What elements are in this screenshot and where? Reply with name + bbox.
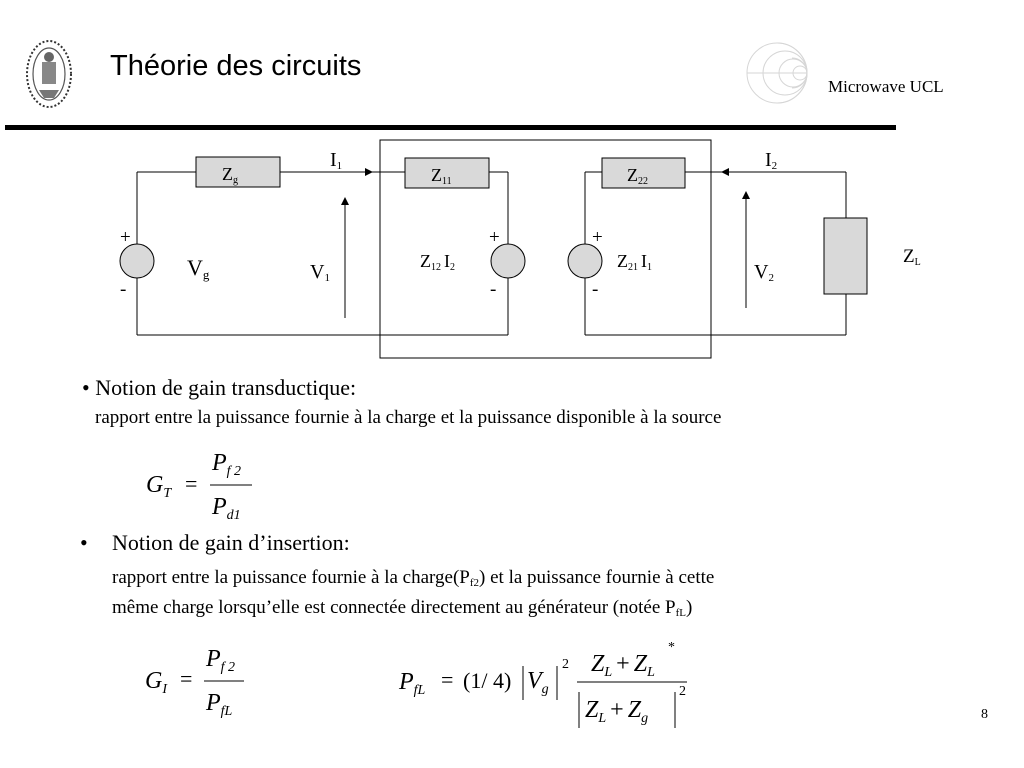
page-number: 8 xyxy=(981,707,988,722)
vg-minus: - xyxy=(120,279,127,300)
svg-text:Pf 2: $P_{f 2}$ xyxy=(212,450,242,479)
insertion-gain-description-line2: même charge lorsqu’elle est connectée directement au générateur (notée $P_{fL}$) xyxy=(112,597,693,619)
zl-label: ZL xyxy=(903,246,921,268)
src3-minus: - xyxy=(592,279,599,300)
svg-text:(1/ 4): (1/ 4) xyxy=(463,668,512,693)
source-vg xyxy=(120,244,154,278)
svg-text:GT: $G_T$ xyxy=(146,472,172,501)
svg-text:Pd1: $P_{d1}$ xyxy=(212,494,241,523)
z12-i2-label: Z12 I2 xyxy=(420,251,455,273)
svg-text:GI: $G_I$ xyxy=(145,668,168,697)
transducer-gain-heading: • Notion de gain transductique: xyxy=(82,375,357,400)
i1-label: I1 xyxy=(330,149,343,172)
svg-text:=: = xyxy=(180,666,193,691)
zg-label: Zg xyxy=(222,164,238,186)
svg-text:2: 2 xyxy=(679,684,686,699)
svg-text:=: = xyxy=(441,667,454,692)
dependent-source-z12 xyxy=(491,244,525,278)
page-title: Théorie des circuits xyxy=(110,50,362,82)
svg-text:2: 2 xyxy=(562,657,569,672)
pfl-equation xyxy=(395,636,705,732)
svg-text:ZL+ZL: $Z_L + Z_L$ xyxy=(591,651,655,680)
svg-text:Pf 2: $P_{f 2}$ xyxy=(206,646,236,675)
svg-text:PfL: $P_{fL}$ xyxy=(399,669,426,698)
v2-label: V2 xyxy=(754,261,774,284)
dependent-source-z21 xyxy=(568,244,602,278)
svg-text:=: = xyxy=(185,471,198,496)
v1-label: V1 xyxy=(310,261,330,284)
insertion-gain-equation xyxy=(140,638,260,722)
svg-text:PfL: $P_{fL}$ xyxy=(206,690,233,719)
vg-label: Vg xyxy=(187,255,210,282)
svg-text:ZL+Zg: $Z_L + Z_g$ xyxy=(585,697,649,726)
z11-label: Z11 xyxy=(431,165,452,187)
src3-plus: + xyxy=(592,227,603,248)
two-port-circuit-diagram xyxy=(0,0,1024,370)
insertion-gain-heading: • Notion de gain d’insertion: xyxy=(80,530,350,555)
transducer-gain-description: rapport entre la puissance fournie à la charge et la puissance disponible à la source xyxy=(95,407,722,428)
zg-impedance xyxy=(196,157,280,187)
src2-plus: + xyxy=(489,227,500,248)
z22-label: Z22 xyxy=(627,165,648,187)
z21-i1-label: Z21 I1 xyxy=(617,251,652,273)
brand-label: Microwave UCL xyxy=(828,77,944,96)
src2-minus: - xyxy=(490,279,497,300)
transducer-gain-equation xyxy=(140,444,260,526)
svg-text:Vg: $V_g$ xyxy=(527,668,549,697)
insertion-gain-description-line1: rapport entre la puissance fournie à la $charge(P_{f2})$ et la puissance fournie à cette xyxy=(112,567,715,589)
i2-label: I2 xyxy=(765,149,778,172)
load-impedance xyxy=(824,218,867,294)
svg-text:*: * xyxy=(668,640,675,655)
vg-plus: + xyxy=(120,227,131,248)
